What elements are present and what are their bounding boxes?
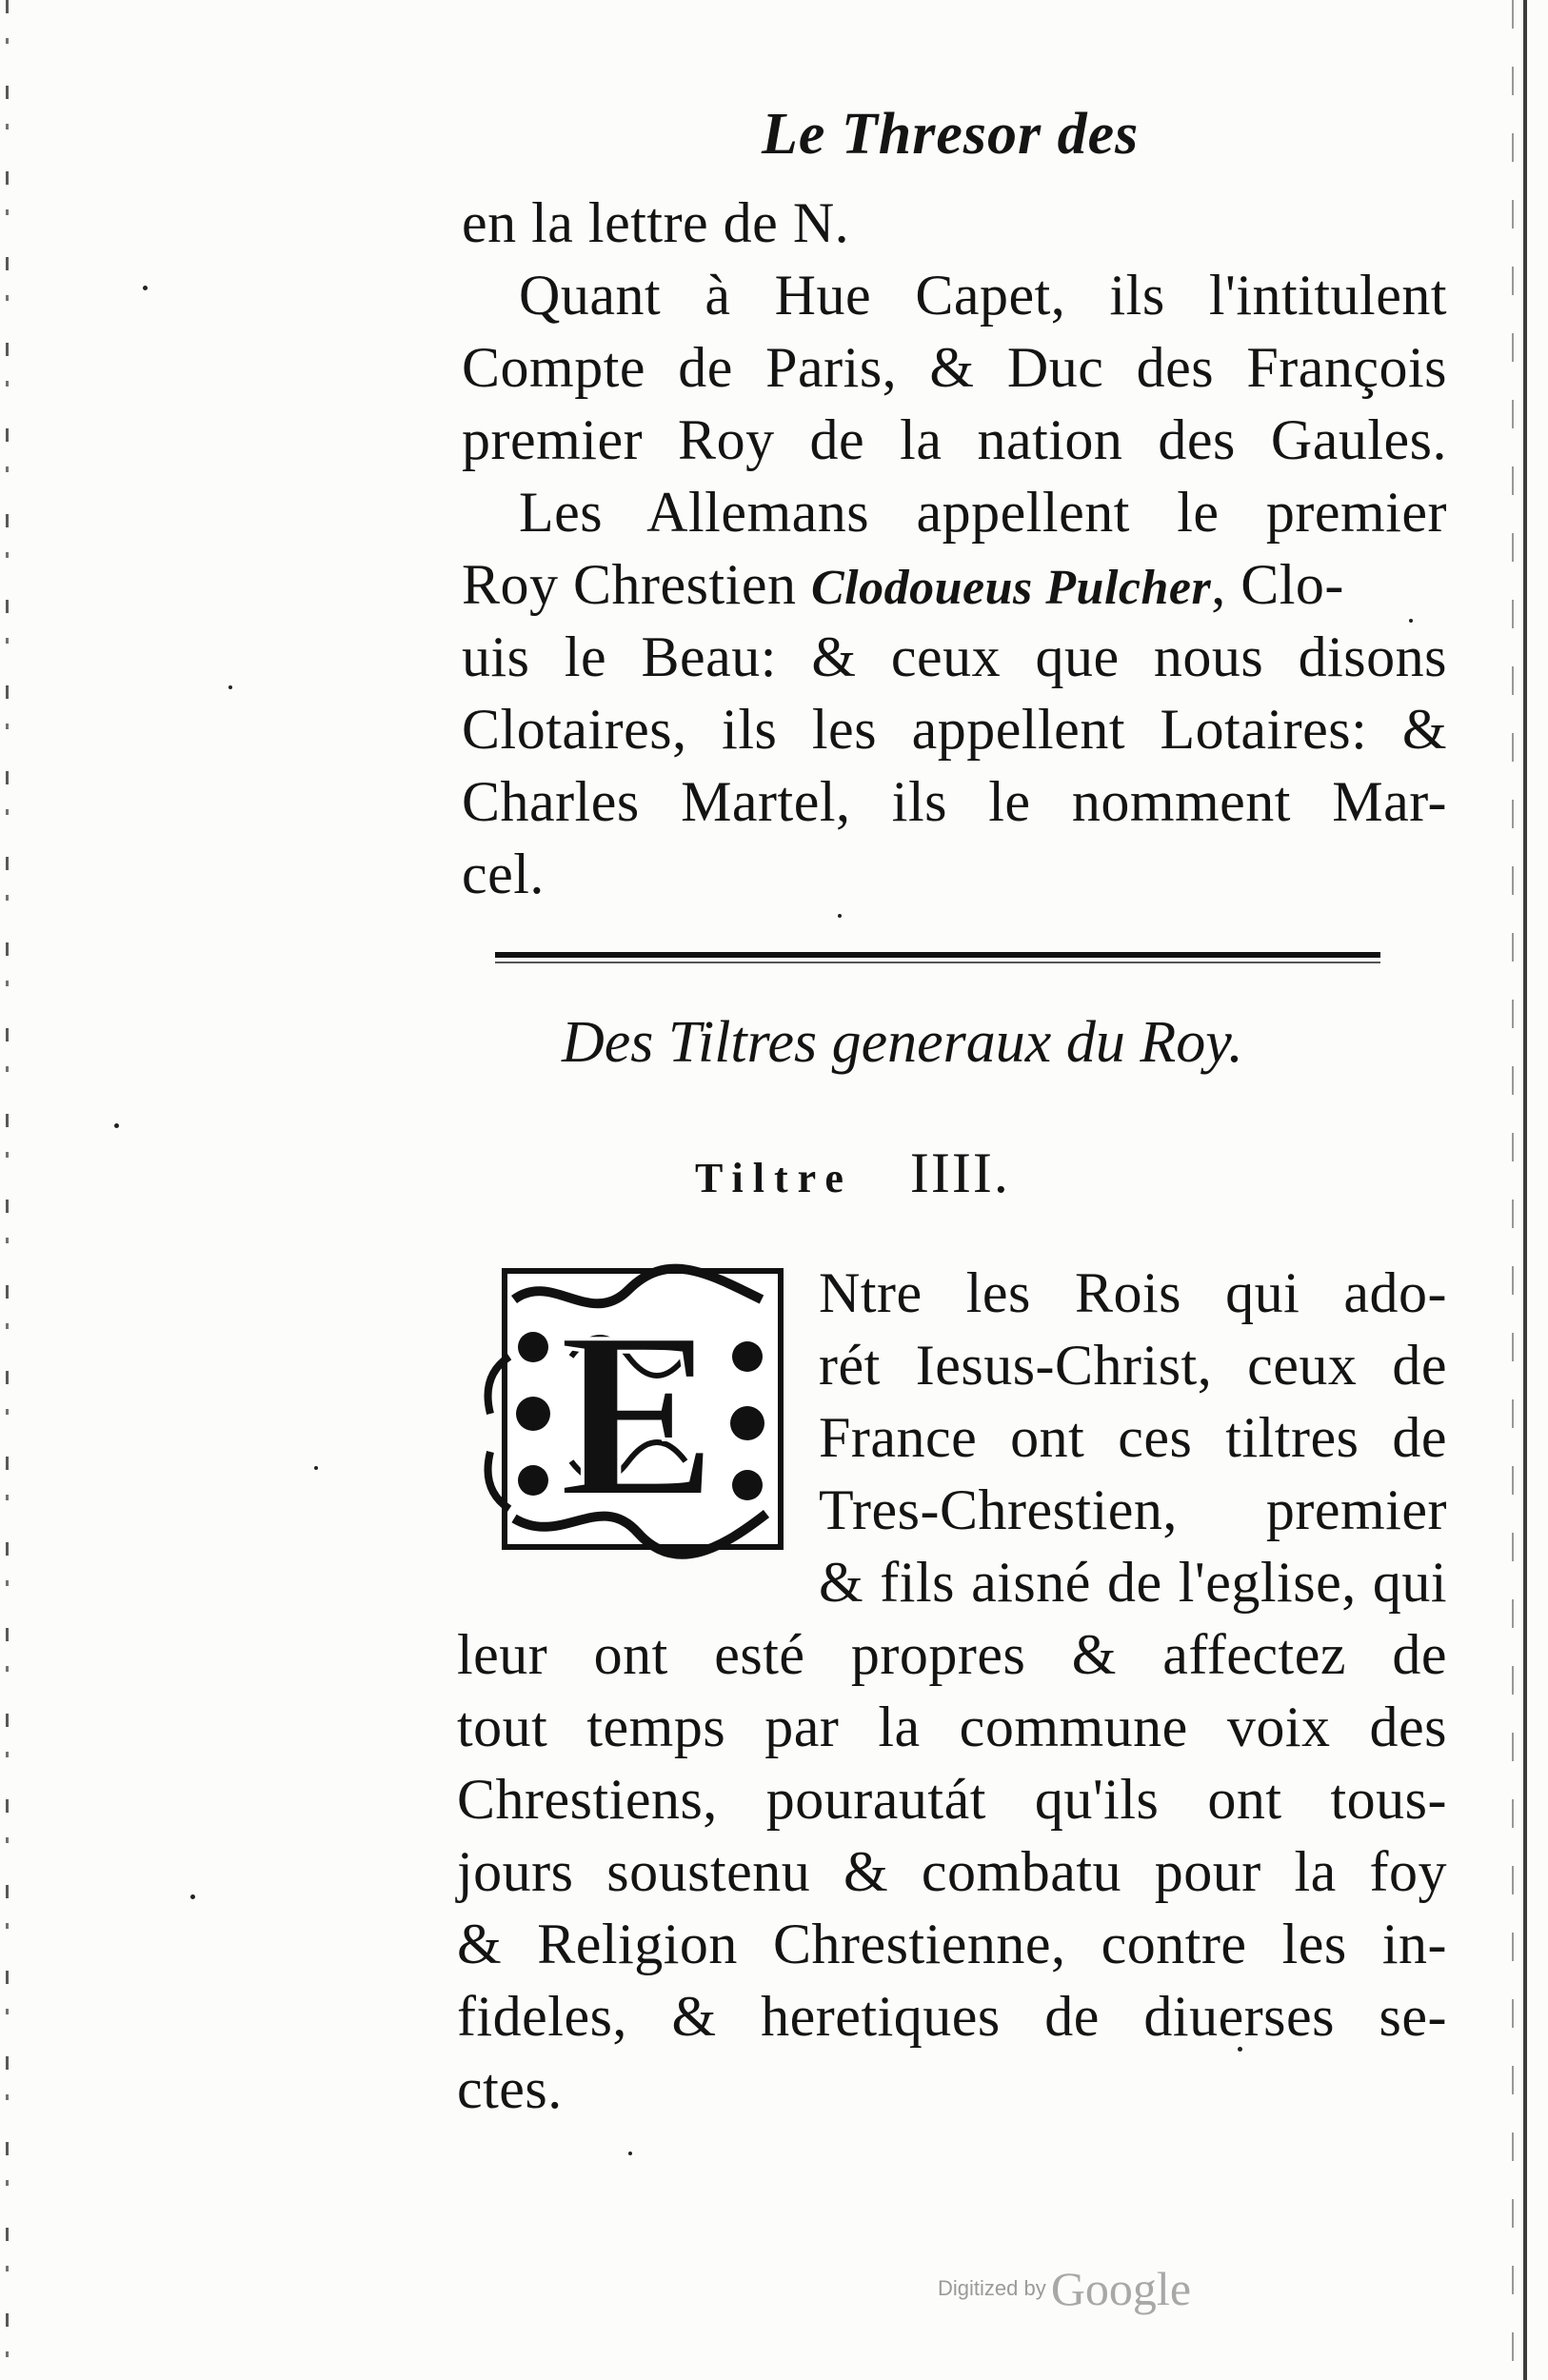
scan-speck — [190, 1894, 195, 1899]
scan-speck — [143, 286, 148, 290]
ornament-frame-icon — [476, 1261, 790, 1566]
page-edge-left — [6, 0, 9, 2380]
text-segment: , Clo- — [1211, 553, 1344, 616]
text-line: Quant à Hue Capet, ils l'intitulent — [519, 264, 1447, 327]
text-line: Ntre les Rois qui ado- — [819, 1261, 1447, 1324]
chapter-number: IIII. — [909, 1141, 1010, 1204]
passage-two-bottom — [457, 1618, 1447, 2125]
text-line: premier Roy de la nation des Gaules. — [462, 408, 1447, 471]
scan-speck — [628, 2152, 632, 2155]
text-line: & fils aisné de l'eglise, qui — [819, 1551, 1447, 1614]
text-line: uis le Beau: & ceux que nous disons — [462, 625, 1447, 688]
drop-cap-letter: E — [558, 1283, 718, 1547]
text-segment: Roy Chrestien — [462, 553, 797, 616]
scan-speck — [314, 1466, 318, 1470]
ornamental-initial — [476, 1261, 790, 1566]
text-line: en la lettre de N. — [462, 191, 850, 254]
passage-two-top — [819, 1257, 1447, 1618]
text-line: fideles, & heretiques de diuerses se- — [457, 1985, 1447, 2048]
section-divider-thin — [495, 962, 1380, 963]
watermark-brand: Google — [1050, 2262, 1192, 2315]
chapter-word: Tiltre — [695, 1155, 853, 1201]
text-line: Compte de Paris, & Duc des François — [462, 336, 1447, 399]
text-line-mixed — [462, 548, 1447, 621]
running-head: Le Thresor des — [762, 102, 1140, 167]
chapter-heading — [695, 1135, 1010, 1217]
scan-speck — [838, 914, 842, 918]
text-line: tout temps par la commune voix des — [457, 1696, 1447, 1758]
text-line: & Religion Chrestienne, contre les in- — [457, 1913, 1447, 1975]
text-line: Tres-Chrestien, premier — [819, 1478, 1447, 1541]
scan-speck — [114, 1123, 119, 1128]
passage-one — [462, 187, 1447, 910]
text-line: Charles Martel, ils le nomment Mar- — [462, 770, 1447, 833]
text-line: Clotaires, ils les appellent Lotaires: & — [462, 698, 1447, 761]
page-edge-shadow — [1512, 0, 1514, 2380]
text-line: rét Iesus-Christ, ceux de — [819, 1334, 1447, 1397]
section-divider — [495, 952, 1380, 958]
text-line: ctes. — [457, 2057, 563, 2120]
section-title: Des Tiltres generaux du Roy. — [562, 1010, 1243, 1075]
text-line: leur ont esté propres & affectez de — [457, 1623, 1447, 1686]
text-line: Chrestiens, pourautát qu'ils ont tous- — [457, 1768, 1447, 1831]
scan-speck — [228, 685, 232, 689]
text-line: cel. — [462, 843, 545, 905]
watermark-prefix: Digitized by — [938, 2276, 1046, 2300]
text-line: jours soustenu & combatu pour la foy — [457, 1840, 1447, 1903]
text-line: Les Allemans appellent le premier — [519, 481, 1447, 544]
latin-name: Clodoueus Pulcher — [810, 561, 1212, 615]
text-line: France ont ces tiltres de — [819, 1406, 1447, 1469]
page-edge-right — [1523, 0, 1527, 2380]
digitized-watermark — [938, 2261, 1191, 2316]
